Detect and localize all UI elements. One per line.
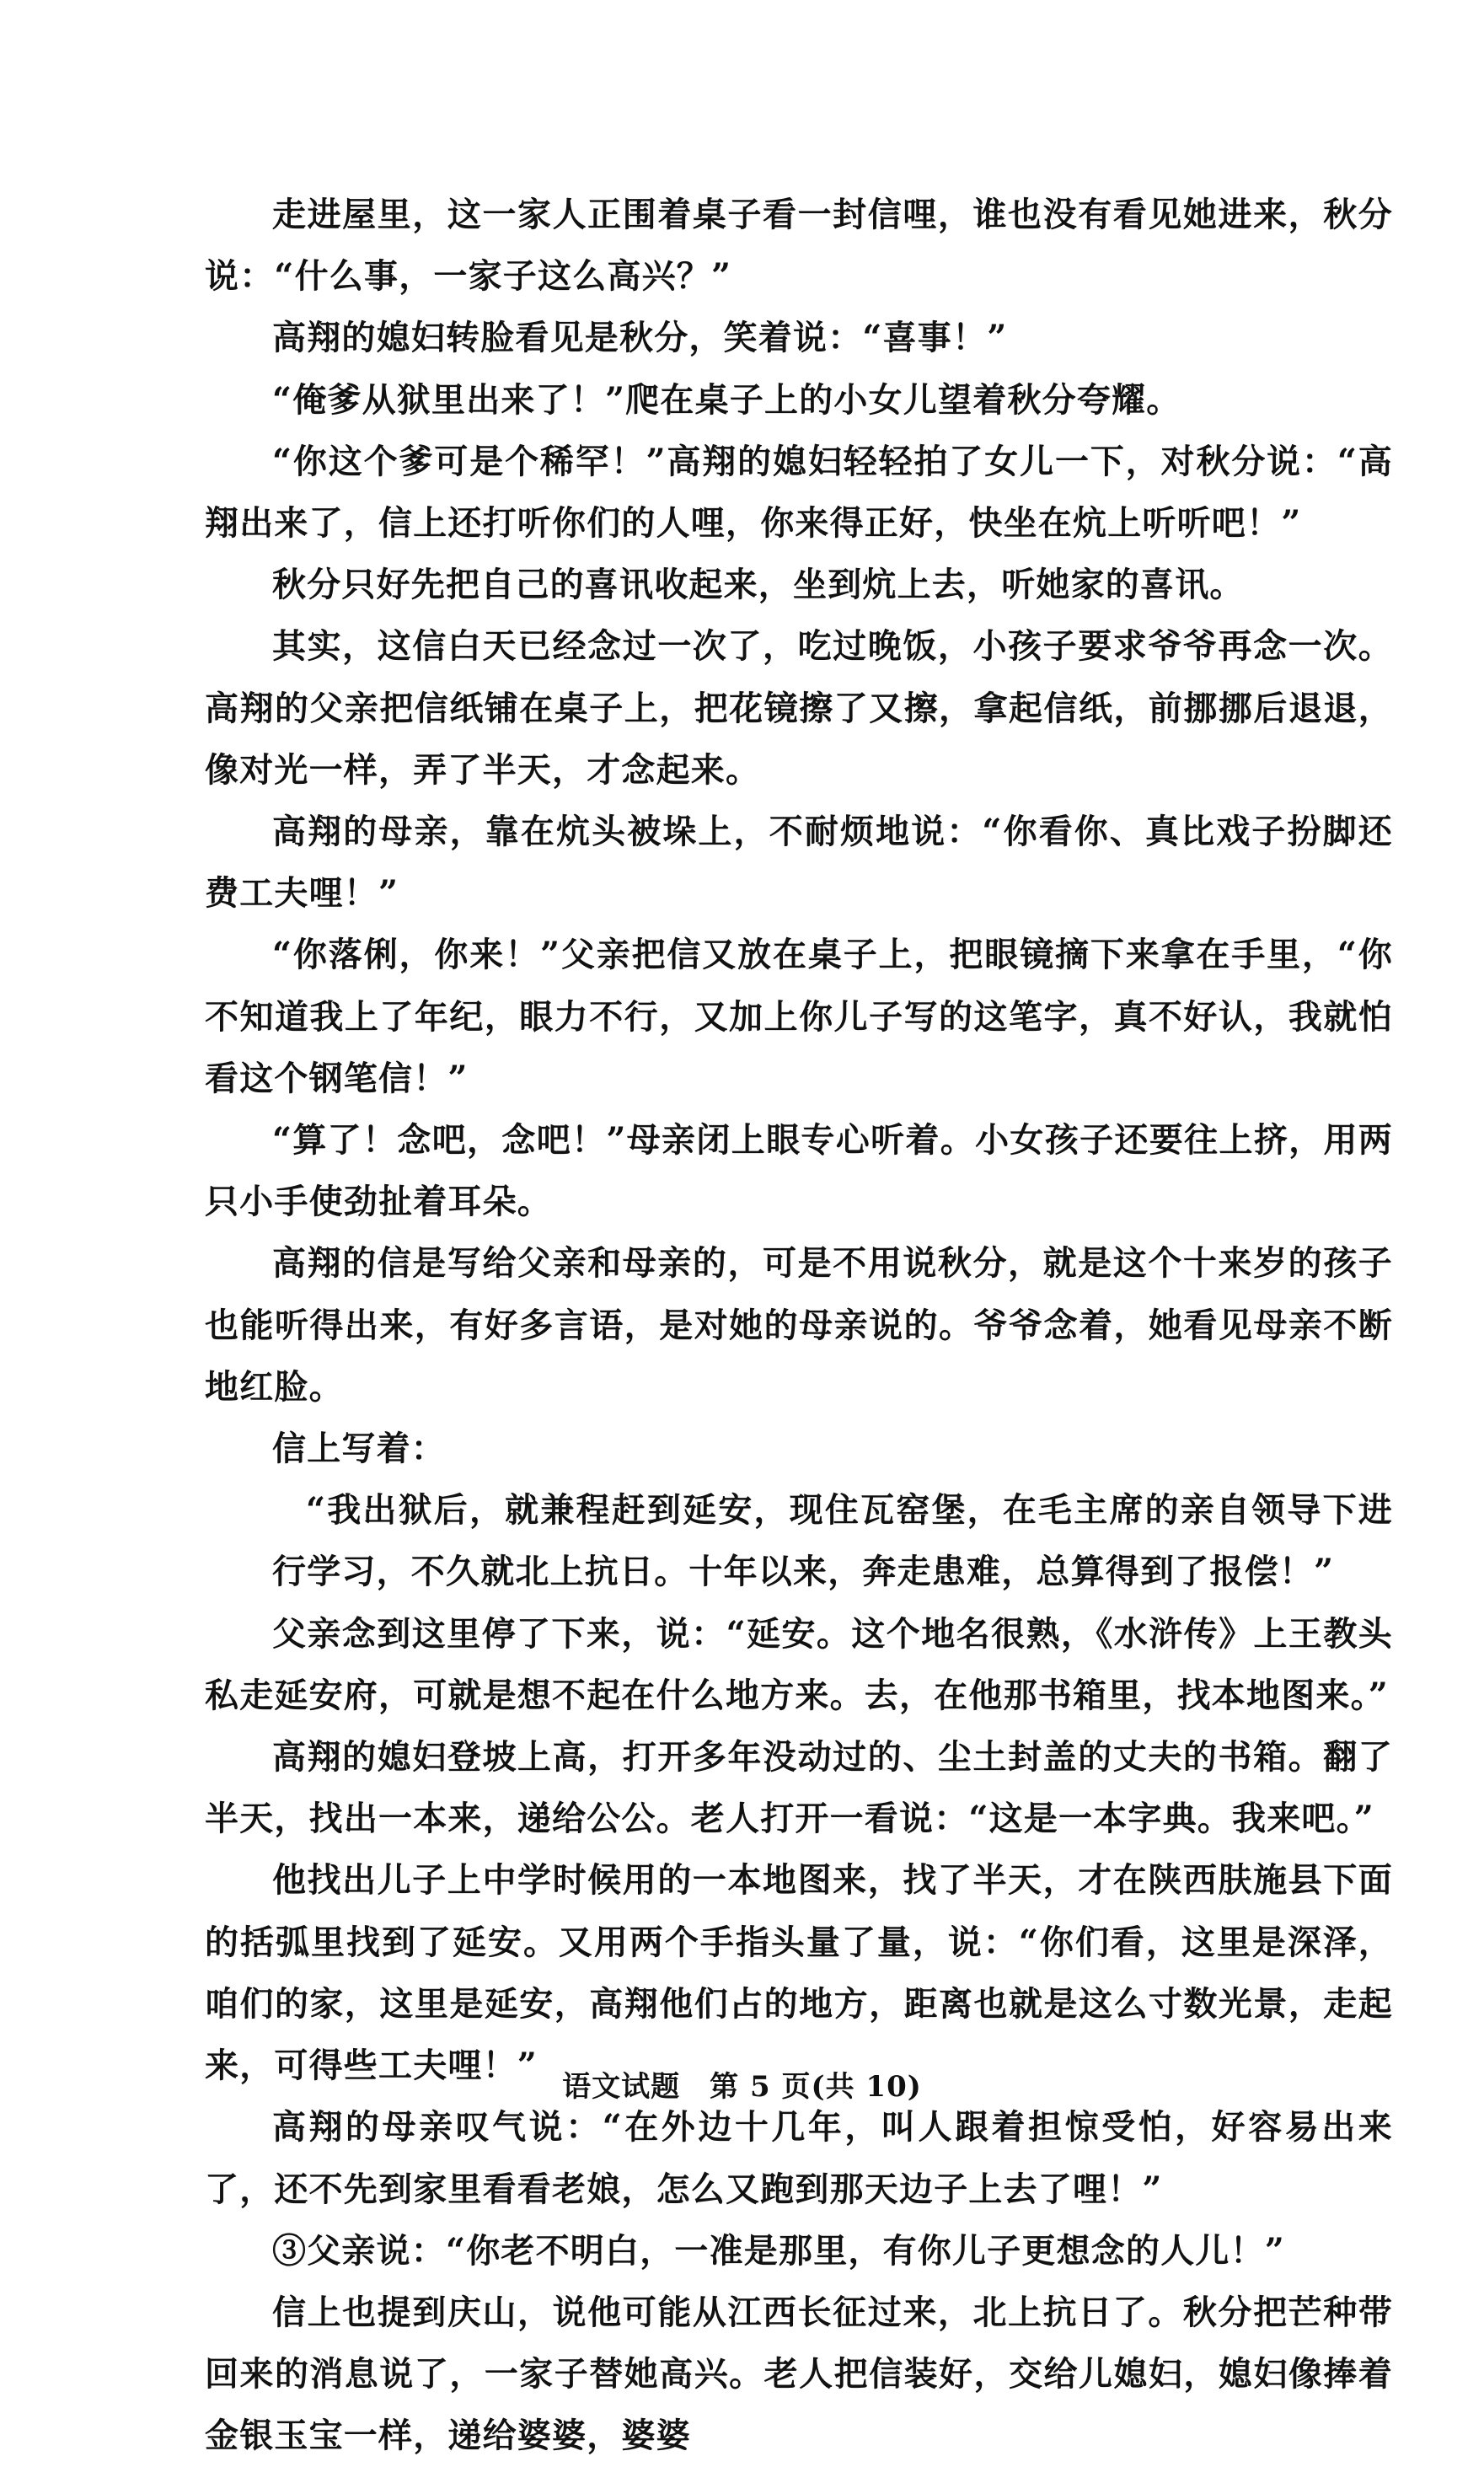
letter-quote: “我出狱后，就兼程赶到延安，现住瓦窑堡，在毛主席的亲自领导下进行学习，不久就北上抗日。十年以来，奔走患难，总算得到了报偿！”	[272, 1490, 1393, 1592]
paragraph-1: 走进屋里，这一家人正围着桌子看一封信哩，谁也没有看见她进来，秋分说：“什么事，一家子这么高兴？”	[205, 195, 1393, 297]
paragraph-9: “算了！念吧，念吧！”母亲闭上眼专心听着。小女孩子还要往上挤，用两只小手使劲扯着耳朵。	[205, 1120, 1393, 1222]
paragraph-4: “你这个爹可是个稀罕！”高翔的媳妇轻轻拍了女儿一下，对秋分说：“高翔出来了，信上还打听你们的人哩，你来得正好，快坐在炕上听听吧！”	[205, 441, 1393, 544]
page-footer: 语文试题 第 5 页(共 10)	[562, 2070, 922, 2104]
paragraph-3: “俺爹从狱里出来了！”爬在桌子上的小女儿望着秋分夸耀。	[272, 379, 1181, 420]
paragraph-7: 高翔的母亲，靠在炕头被垛上，不耐烦地说：“你看你、真比戏子扮脚还费工夫哩！”	[205, 812, 1393, 914]
paragraph-10: 高翔的信是写给父亲和母亲的，可是不用说秋分，就是这个十来岁的孩子也能听得出来，有好多言语，是对她的母亲说的。爷爷念着，她看见母亲不断地红脸。	[205, 1243, 1393, 1407]
paragraph-2: 高翔的媳妇转脸看见是秋分，笑着说：“喜事！”	[272, 318, 1008, 358]
paragraph-6: 其实，这信白天已经念过一次了，吃过晚饭，小孩子要求爷爷再念一次。高翔的父亲把信纸铺在桌子上，把花镜擦了又擦，拿起信纸，前挪挪后退退，像对光一样，弄了半天，才念起来。	[205, 626, 1393, 790]
paragraph-14: 他找出儿子上中学时候用的一本地图来，找了半天，才在陕西肤施县下面的括弧里找到了延安。又用两个手指头量了量，说：“你们看，这里是深泽，咱们的家，这里是延安，高翔他们占的地方，距离也就是这么寸数光景，走起来，可得些工夫哩！”	[205, 1860, 1393, 2086]
paragraph-11: 信上写着：	[272, 1429, 446, 1469]
paragraph-5: 秋分只好先把自己的喜讯收起来，坐到炕上去，听她家的喜讯。	[272, 565, 1245, 605]
paragraph-15: 高翔的母亲叹气说：“在外边十几年，叫人跟着担惊受怕，好容易出来了，还不先到家里看看老娘，怎么又跑到那天边子上去了哩！”	[205, 2107, 1393, 2209]
story-text	[205, 184, 1393, 2467]
paragraph-12: 父亲念到这里停了下来，说：“延安。这个地名很熟，《水浒传》上王教头私走延安府，可就是想不起在什么地方来。去，在他那书箱里，找本地图来。”	[205, 1613, 1393, 1715]
paragraph-17: 信上也提到庆山，说他可能从江西长征过来，北上抗日了。秋分把芒种带回来的消息说了，一家子替她高兴。老人把信装好，交给儿媳妇，媳妇像捧着金银玉宝一样，递给婆婆，婆婆	[205, 2292, 1393, 2456]
paragraph-16: ③父亲说：“你老不明白，一准是那里，有你儿子更想念的人儿！”	[272, 2230, 1286, 2271]
paragraph-8: “你落俐，你来！”父亲把信又放在桌子上，把眼镜摘下来拿在手里，“你不知道我上了年纪，眼力不行，又加上你儿子写的这笔字，真不好认，我就怕看这个钢笔信！”	[205, 935, 1393, 1098]
paragraph-13: 高翔的媳妇登坡上高，打开多年没动过的、尘土封盖的丈夫的书箱。翻了半天，找出一本来，递给公公。老人打开一看说：“这是一本字典。我来吧。”	[205, 1737, 1393, 1839]
